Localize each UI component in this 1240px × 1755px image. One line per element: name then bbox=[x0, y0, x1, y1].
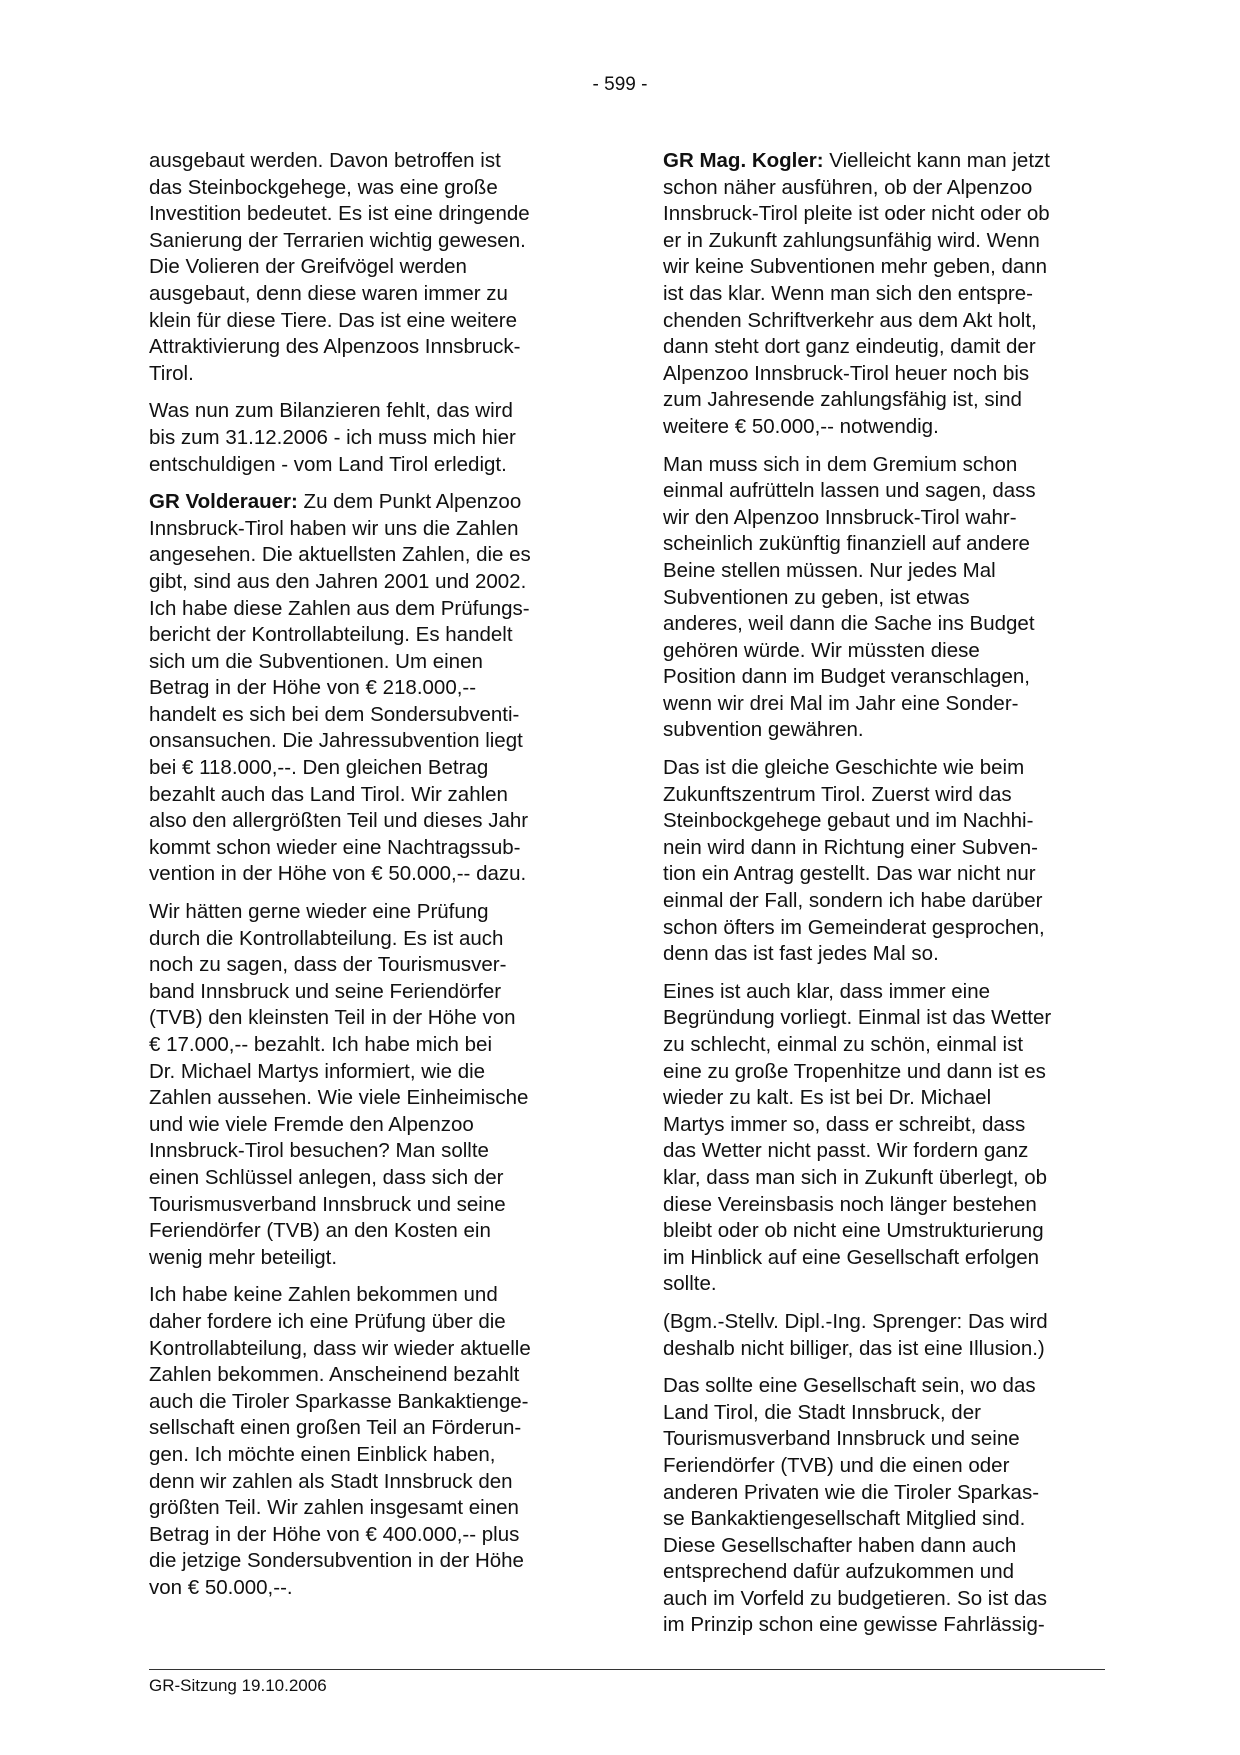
paragraph-text: ausgebaut werden. Davon betroffen ist das Steinbockgehege, was eine große Investition bedeutet. Es ist eine dringende Sanierung der Terrarien wichtig gewesen. Die Volieren der Greifvögel werden ausgebaut, denn diese waren immer zu klein für diese Tiere. Das ist eine weitere Attraktivierung des Alpenzoos Innsbruck- Tirol. bbox=[149, 149, 530, 385]
paragraph-text: Das sollte eine Gesellschaft sein, wo das Land Tirol, die Stadt Innsbruck, der Tourismusverband Innsbruck und seine Feriendörfer (TVB) und die einen oder anderen Privaten wie die Tiroler Sparkas- se Bankaktiengesellschaft Mitglied sind. Diese Gesellschafter haben dann auch entsprechend dafür aufzukommen und auch im Vorfeld zu budgetieren. So ist das im Prinzip schon eine gewisse Fahrlässig- bbox=[663, 1374, 1048, 1637]
paragraph-text: Das ist die gleiche Geschichte wie beim Zukunftszentrum Tirol. Zuerst wird das Steinbockgehege gebaut und im Nachhi- nein wird dann in Richtung einer Subven- tion ein Antrag gestellt. Das war nicht nur einmal der Fall, sondern ich habe darüber schon öfters im Gemeinderat gesprochen, denn das ist fast jedes Mal so. bbox=[663, 756, 1045, 966]
paragraph bbox=[149, 1282, 585, 1601]
left-column bbox=[149, 148, 585, 1612]
paragraph bbox=[149, 148, 585, 387]
footer-session-label: GR-Sitzung 19.10.2006 bbox=[149, 1676, 327, 1695]
paragraph-text: Wir hätten gerne wieder eine Prüfung durch die Kontrollabteilung. Es ist auch noch zu sagen, dass der Tourismusver- band Innsbruck und seine Feriendörfer (TVB) den kleinsten Teil in der Höhe von € 17.000,-- bezahlt. Ich habe mich bei Dr. Michael Martys informiert, wie die Zahlen aussehen. Wie viele Einheimische und wie viele Fremde den Alpenzoo Innsbruck-Tirol besuchen? Man sollte einen Schlüssel anlegen, dass sich der Tourismusverband Innsbruck und seine Feriendörfer (TVB) an den Kosten ein wenig mehr beteiligt. bbox=[149, 900, 529, 1269]
paragraph-text: (Bgm.-Stellv. Dipl.-Ing. Sprenger: Das wird deshalb nicht billiger, das ist eine Illusion.) bbox=[663, 1309, 1048, 1360]
paragraph bbox=[149, 489, 585, 888]
paragraph-text: Was nun zum Bilanzieren fehlt, das wird bis zum 31.12.2006 - ich muss mich hier entschuldigen - vom Land Tirol erledigt. bbox=[149, 399, 516, 476]
paragraph bbox=[663, 1309, 1099, 1362]
right-column bbox=[663, 148, 1099, 1650]
footer-divider bbox=[149, 1669, 1105, 1670]
paragraph bbox=[663, 452, 1099, 745]
paragraph-text: Man muss sich in dem Gremium schon einmal aufrütteln lassen und sagen, dass wir den Alpenzoo Innsbruck-Tirol wahr- scheinlich zukünftig finanziell auf andere Beine stellen müssen. Nur jedes Mal Subventionen zu geben, ist etwas anderes, weil dann die Sache ins Budget gehören würde. Wir müssten diese Position dann im Budget veranschlagen, wenn wir drei Mal im Jahr eine Sonder- subvention gewähren. bbox=[663, 452, 1036, 742]
paragraph bbox=[663, 755, 1099, 968]
paragraph bbox=[663, 1373, 1099, 1639]
speaker-name: GR Volderauer: bbox=[149, 490, 298, 514]
paragraph-text: Ich habe keine Zahlen bekommen und daher fordere ich eine Prüfung über die Kontrollabteilung, dass wir wieder aktuelle Zahlen bekommen. Anscheinend bezahlt auch die Tiroler Sparkasse Bankaktienge- sellschaft einen großen Teil an Förderun- gen. Ich möchte einen Einblick haben, denn wir zahlen als Stadt Innsbruck den größten Teil. Wir zahlen insgesamt einen Betrag in der Höhe von € 400.000,-- plus die jetzige Sondersubvention in der Höhe von € 50.000,--. bbox=[149, 1283, 531, 1599]
paragraph-text: Zu dem Punkt Alpenzoo Innsbruck-Tirol haben wir uns die Zahlen angesehen. Die aktuellsten Zahlen, die es gibt, sind aus den Jahren 2001 und 2002. Ich habe diese Zahlen aus dem Prüfungs- bericht der Kontrollabteilung. Es handelt sich um die Subventionen. Um einen Betrag in der Höhe von € 218.000,-- handelt es sich bei dem Sondersubventi- onsansuchen. Die Jahressubvention liegt bei € 118.000,--. Den gleichen Betrag bezahlt auch das Land Tirol. Wir zahlen also den allergrößten Teil und dieses Jahr kommt schon wieder eine Nachtragssub- vention in der Höhe von € 50.000,-- dazu. bbox=[149, 490, 531, 886]
paragraph bbox=[663, 979, 1099, 1298]
paragraph bbox=[149, 899, 585, 1271]
speaker-name: GR Mag. Kogler: bbox=[663, 149, 824, 172]
paragraph-text: Vielleicht kann man jetzt schon näher ausführen, ob der Alpenzoo Innsbruck-Tirol pleite ist oder nicht oder ob er in Zukunft zahlungsunfähig wird. Wenn wir keine Subventionen mehr geben, dann ist das klar. Wenn man sich den entspre- chenden Schriftverkehr aus dem Akt holt, dann steht dort ganz eindeutig, damit der Alpenzoo Innsbruck-Tirol heuer noch bis zum Jahresende zahlungsfähig ist, sind weitere € 50.000,-- notwendig. bbox=[663, 149, 1050, 438]
paragraph bbox=[149, 398, 585, 478]
page-number: - 599 - bbox=[592, 74, 648, 95]
paragraph-text: Eines ist auch klar, dass immer eine Begründung vorliegt. Einmal ist das Wetter zu schlecht, einmal zu schön, einmal ist eine zu große Tropenhitze und dann ist es wieder zu kalt. Es ist bei Dr. Michael Martys immer so, dass er schreibt, dass das Wetter nicht passt. Wir fordern ganz klar, dass man sich in Zukunft überlegt, ob diese Vereinsbasis noch länger bestehen bleibt oder ob nicht eine Umstrukturierung im Hinblick auf eine Gesellschaft erfolgen sollte. bbox=[663, 979, 1052, 1296]
paragraph bbox=[663, 148, 1099, 441]
